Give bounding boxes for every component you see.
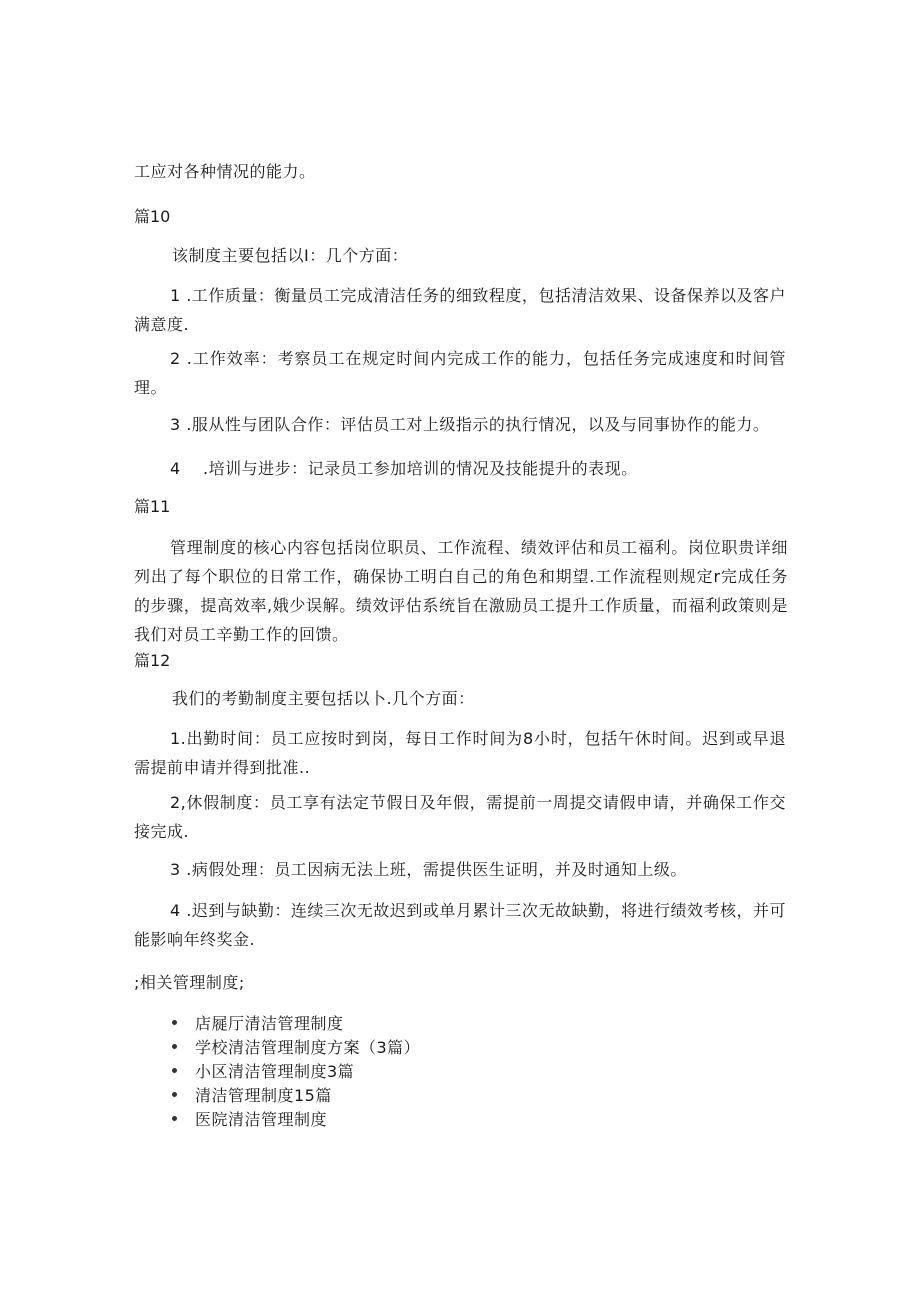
section-10-item-4: 4 .培训与进步：记录员工参加培训的情况及技能提升的表现。 [170, 459, 638, 478]
related-link-item[interactable] [172, 1082, 420, 1106]
related-link[interactable]: 学校清洁管理制度方案（3篇） [195, 1037, 421, 1057]
section-12-item-2: 2,休假制度：员工享有法定节假日及年假，需提前一周提交请假申请，并确保工作交接完成. [134, 793, 786, 841]
section-10-item-1: 1 .工作质量：衡量员工完成清洁任务的细致程度，包括清洁效果、设备保养以及客户满意度. [134, 286, 786, 334]
section-heading-12: 篇12 [134, 651, 171, 670]
bullet-icon [172, 1044, 177, 1049]
related-link[interactable]: 清洁管理制度15篇 [195, 1085, 332, 1105]
related-link[interactable]: 店屣厅清洁管理制度 [195, 1013, 344, 1033]
top-line: 工应对各种情况的能力。 [134, 162, 316, 181]
related-link-item[interactable] [172, 1010, 420, 1034]
section-heading-10: 篇10 [134, 207, 171, 226]
related-link-item[interactable] [172, 1106, 420, 1130]
section-10-intro: 该制度主要包括以I：几个方面： [172, 246, 409, 265]
related-link[interactable]: 医院清洁管理制度 [195, 1109, 328, 1129]
related-links-list [172, 1010, 420, 1130]
bullet-icon [172, 1116, 177, 1121]
related-link-item[interactable] [172, 1034, 420, 1058]
section-heading-11: 篇11 [134, 497, 171, 516]
bullet-icon [172, 1020, 177, 1025]
section-12-item-1: 1.出勤时间：员工应按时到岗，每日工作时间为8小时，包括午休时间。迟到或早退需提前申请并得到批准.. [134, 729, 786, 777]
related-title: ;相关管理制度; [134, 973, 245, 992]
section-11-body: 管理制度的核心内容包括岗位职员、工作流程、绩效评估和员工福利。岗位职贵详细列出了每个职位的日常工作，确保协工明白自己的角色和期望.工作流程则规定r完成任务的步骤，提高效率,娥少误解。绩效评估系统旨在激励员工提升工作质量，而福利政策则是我们对员工辛勤工作的回馈。 [134, 538, 788, 644]
section-12-item-3: 3 .病假处理：员工因病无法上班，需提供医生证明，并及时通知上级。 [170, 860, 687, 879]
bullet-icon [172, 1068, 177, 1073]
section-12-item-4: 4 .迟到与缺勤：连续三次无故迟到或单月累计三次无故缺勤，将进行绩效考核，并可能影响年终奖金. [134, 901, 786, 949]
section-10-item-3: 3 .服从性与团队合作：评估员工对上级指示的执行情况，以及与同事协作的能力。 [170, 415, 770, 434]
section-12-intro: 我们的考勤制度主要包括以卜.几个方面： [172, 689, 475, 708]
bullet-icon [172, 1092, 177, 1097]
related-link-item[interactable] [172, 1058, 420, 1082]
section-10-item-2: 2 .工作效率：考察员工在规定时间内完成工作的能力，包括任务完成速度和时间管理。 [134, 349, 786, 397]
related-link[interactable]: 小区清洁管理制度3篇 [195, 1061, 355, 1081]
